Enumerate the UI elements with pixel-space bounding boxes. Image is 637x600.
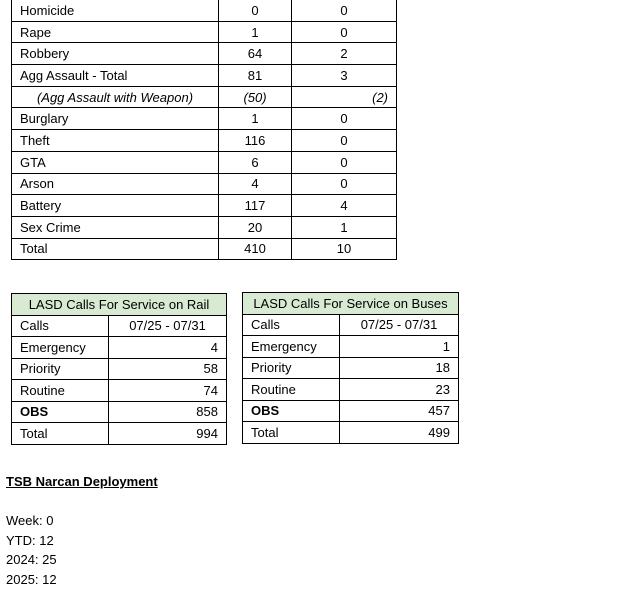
table-row: [243, 357, 459, 379]
crime-ytd: 1: [219, 21, 292, 43]
table-row: [12, 108, 397, 130]
table-row: [12, 380, 227, 402]
crime-ytd: 4: [219, 173, 292, 195]
narcan-week: Week: 0: [6, 513, 54, 528]
call-type: OBS: [12, 401, 109, 423]
call-type: Priority: [243, 357, 340, 379]
narcan-2025: 2025: 12: [6, 571, 57, 587]
table-row: [12, 216, 397, 238]
call-type: Priority: [12, 358, 109, 380]
call-count: 457: [340, 400, 459, 422]
call-count: 74: [109, 380, 227, 402]
crime-ytd: 6: [219, 151, 292, 173]
bus-title-row: [243, 293, 459, 315]
crime-week: 0: [292, 0, 397, 21]
table-row: [12, 43, 397, 65]
table-row: [243, 379, 459, 401]
crime-week: 0: [292, 173, 397, 195]
rail-table-title: LASD Calls For Service on Rail: [12, 294, 227, 316]
crime-week: 0: [292, 21, 397, 43]
crime-label: Theft: [12, 130, 219, 152]
narcan-title: TSB Narcan Deployment: [6, 474, 158, 489]
call-type: Routine: [12, 380, 109, 402]
call-type: Emergency: [12, 337, 109, 359]
crime-stats-table: [11, 0, 397, 260]
table-row: [12, 358, 227, 380]
calls-label: Calls: [243, 314, 340, 336]
call-count: 18: [340, 357, 459, 379]
crime-week: 3: [292, 65, 397, 87]
call-count: 1: [340, 336, 459, 358]
call-count: 23: [340, 379, 459, 401]
bus-calls-table: [242, 292, 459, 444]
crime-ytd: 117: [219, 195, 292, 217]
crime-week: 0: [292, 151, 397, 173]
call-type: OBS: [243, 400, 340, 422]
table-row: [12, 21, 397, 43]
crime-label: Total: [12, 238, 219, 260]
crime-label: Arson: [12, 173, 219, 195]
date-range: 07/25 - 07/31: [340, 314, 459, 336]
call-count: 4: [109, 337, 227, 359]
narcan-2024: 2024: 25: [6, 552, 57, 567]
crime-label: Battery: [12, 195, 219, 217]
call-type: Total: [243, 422, 340, 444]
crime-label: Robbery: [12, 43, 219, 65]
crime-week: (2): [292, 86, 397, 108]
crime-label: Homicide: [12, 0, 219, 21]
crime-ytd: 410: [219, 238, 292, 260]
table-row-total: [12, 423, 227, 445]
table-row-total: [12, 238, 397, 260]
rail-title-row: [12, 294, 227, 316]
crime-week: 0: [292, 108, 397, 130]
crime-ytd: 116: [219, 130, 292, 152]
crime-week: 2: [292, 43, 397, 65]
table-row: [12, 401, 227, 423]
crime-label: Agg Assault - Total: [12, 65, 219, 87]
crime-week: 10: [292, 238, 397, 260]
crime-label: Sex Crime: [12, 216, 219, 238]
crime-ytd: 81: [219, 65, 292, 87]
narcan-ytd: YTD: 12: [6, 532, 54, 548]
call-type: Emergency: [243, 336, 340, 358]
table-row: [12, 130, 397, 152]
rail-calls-table: [11, 293, 227, 445]
crime-week: 4: [292, 195, 397, 217]
table-row: [12, 337, 227, 359]
table-row-total: [243, 422, 459, 444]
call-type: Routine: [243, 379, 340, 401]
call-count: 499: [340, 422, 459, 444]
crime-ytd: 64: [219, 43, 292, 65]
calls-label: Calls: [12, 315, 109, 337]
table-row: [12, 86, 397, 108]
call-count: 994: [109, 423, 227, 445]
bus-table-title: LASD Calls For Service on Buses: [243, 293, 459, 315]
crime-ytd: (50): [219, 86, 292, 108]
crime-ytd: 1: [219, 108, 292, 130]
crime-label: Burglary: [12, 108, 219, 130]
rail-subheader-row: [12, 315, 227, 337]
crime-label: GTA: [12, 151, 219, 173]
table-row: [12, 195, 397, 217]
table-row: [12, 0, 397, 21]
call-type: Total: [12, 423, 109, 445]
crime-ytd: 20: [219, 216, 292, 238]
crime-label: Rape: [12, 21, 219, 43]
crime-week: 1: [292, 216, 397, 238]
crime-week: 0: [292, 130, 397, 152]
crime-label: (Agg Assault with Weapon): [12, 86, 219, 108]
narcan-section: [6, 472, 158, 589]
table-row: [12, 151, 397, 173]
bus-subheader-row: [243, 314, 459, 336]
table-row: [12, 173, 397, 195]
table-row: [12, 65, 397, 87]
table-row: [243, 400, 459, 422]
call-count: 58: [109, 358, 227, 380]
crime-ytd: 0: [219, 0, 292, 21]
call-count: 858: [109, 401, 227, 423]
table-row: [243, 336, 459, 358]
date-range: 07/25 - 07/31: [109, 315, 227, 337]
